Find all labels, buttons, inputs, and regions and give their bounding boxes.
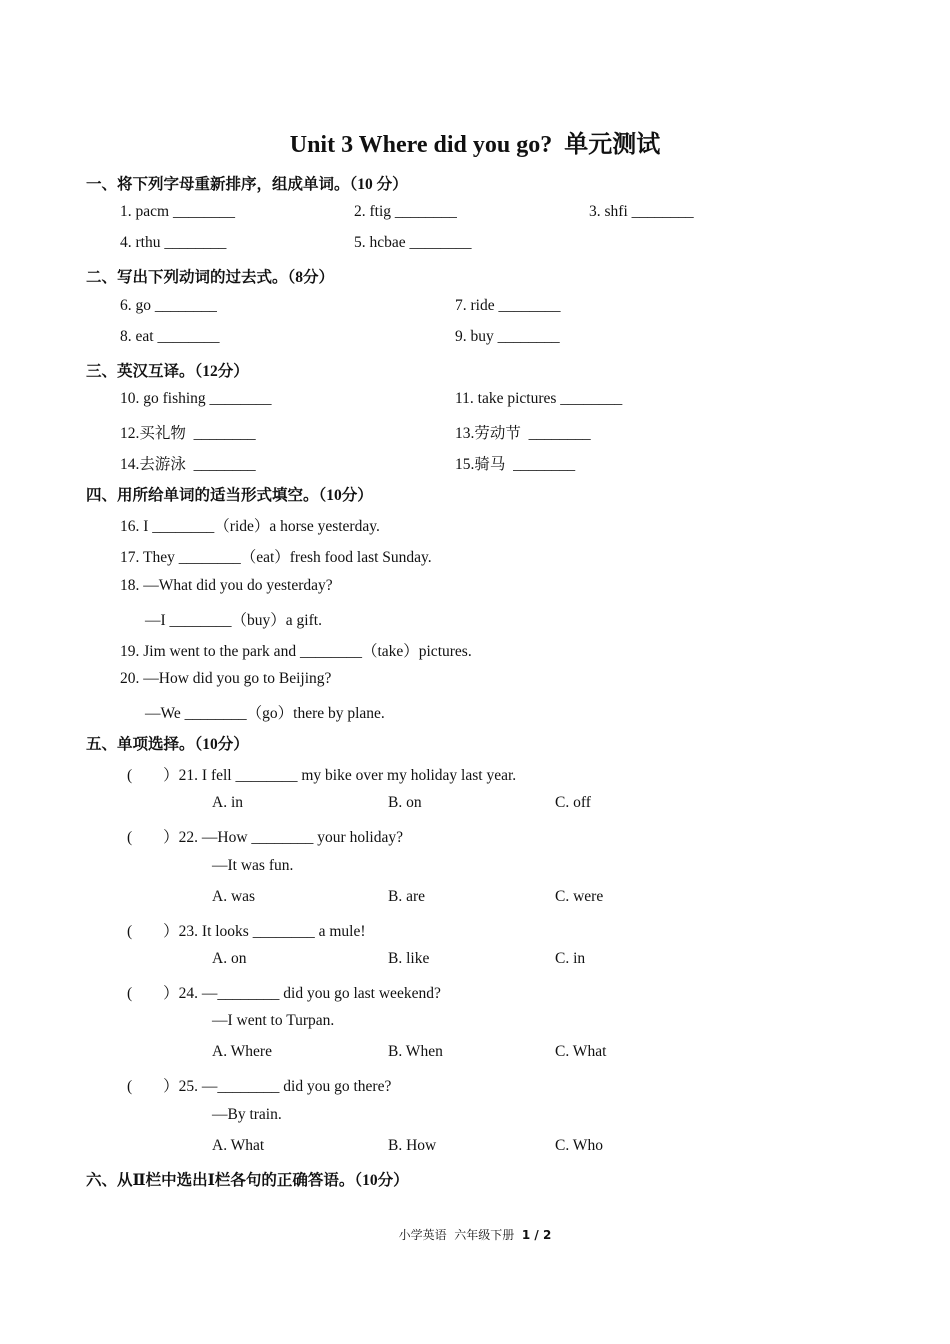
mc-option: A. What: [212, 1137, 265, 1154]
mc-option: B. are: [388, 888, 426, 905]
question-item: 8. eat ________: [120, 328, 220, 345]
section-3-heading: 三、英汉互译。（12分）: [86, 363, 249, 380]
section-2-heading: 二、写出下列动词的过去式。（8分）: [86, 269, 335, 286]
question-item: 1. pacm ________: [120, 203, 235, 220]
mc-option: A. in: [212, 794, 243, 811]
mc-option: A. on: [212, 950, 247, 967]
question-item: 9. buy ________: [455, 328, 560, 345]
question-line: 16. I ________（ride）a horse yesterday.: [120, 518, 380, 535]
question-line: 20. —How did you go to Beijing?: [120, 670, 332, 687]
footer-text: 小学英语 六年级下册: [398, 1228, 522, 1242]
mc-option: C. What: [555, 1043, 607, 1060]
question-item: 15.骑马 ________: [455, 456, 576, 473]
mc-option: C. off: [555, 794, 591, 811]
question-item: 10. go fishing ________: [120, 390, 272, 407]
page-title: Unit 3 Where did you go? 单元测试: [289, 132, 661, 158]
question-item: 6. go ________: [120, 297, 217, 314]
question-item: 11. take pictures ________: [455, 390, 623, 407]
mc-question-stem: ( ）25. —________ did you go there?: [127, 1078, 392, 1095]
mc-option: B. How: [388, 1137, 437, 1154]
section-6-heading: 六、从Ⅱ栏中选出Ⅰ栏各句的正确答语。（10分）: [86, 1172, 409, 1189]
mc-question-reply: —I went to Turpan.: [212, 1012, 335, 1029]
mc-option: C. in: [555, 950, 586, 967]
mc-option: B. When: [388, 1043, 443, 1060]
mc-question-stem: ( ）22. —How ________ your holiday?: [127, 829, 403, 846]
section-4-heading: 四、用所给单词的适当形式填空。（10分）: [86, 487, 373, 504]
page-footer: [0, 1226, 950, 1243]
page-number: 1 / 2: [521, 1228, 552, 1242]
question-line: —We ________（go）there by plane.: [145, 705, 385, 722]
question-line: 18. —What did you do yesterday?: [120, 577, 333, 594]
mc-option: A. Where: [212, 1043, 272, 1060]
mc-option: C. Who: [555, 1137, 603, 1154]
question-item: 5. hcbae ________: [354, 234, 472, 251]
mc-question-stem: ( ）21. I fell ________ my bike over my holiday last year.: [127, 767, 517, 784]
section-1-heading: 一、将下列字母重新排序，组成单词。（10 分）: [86, 176, 408, 193]
question-item: 12.买礼物 ________: [120, 425, 256, 442]
question-item: 7. ride ________: [455, 297, 561, 314]
question-item: 3. shfi ________: [589, 203, 694, 220]
mc-question-reply: —By train.: [212, 1106, 282, 1123]
mc-option: B. like: [388, 950, 430, 967]
question-item: 4. rthu ________: [120, 234, 227, 251]
mc-option: C. were: [555, 888, 604, 905]
question-item: 2. ftig ________: [354, 203, 457, 220]
mc-option: B. on: [388, 794, 422, 811]
section-5-heading: 五、单项选择。（10分）: [86, 736, 249, 753]
mc-question-reply: —It was fun.: [212, 857, 294, 874]
question-line: —I ________（buy）a gift.: [145, 612, 322, 629]
mc-option: A. was: [212, 888, 256, 905]
question-item: 14.去游泳 ________: [120, 456, 256, 473]
mc-question-stem: ( ）23. It looks ________ a mule!: [127, 923, 366, 940]
question-line: 17. They ________（eat）fresh food last Sunday.: [120, 549, 432, 566]
mc-question-stem: ( ）24. —________ did you go last weekend?: [127, 985, 441, 1002]
question-item: 13.劳动节 ________: [455, 425, 591, 442]
question-line: 19. Jim went to the park and ________（take）pictures.: [120, 643, 472, 660]
